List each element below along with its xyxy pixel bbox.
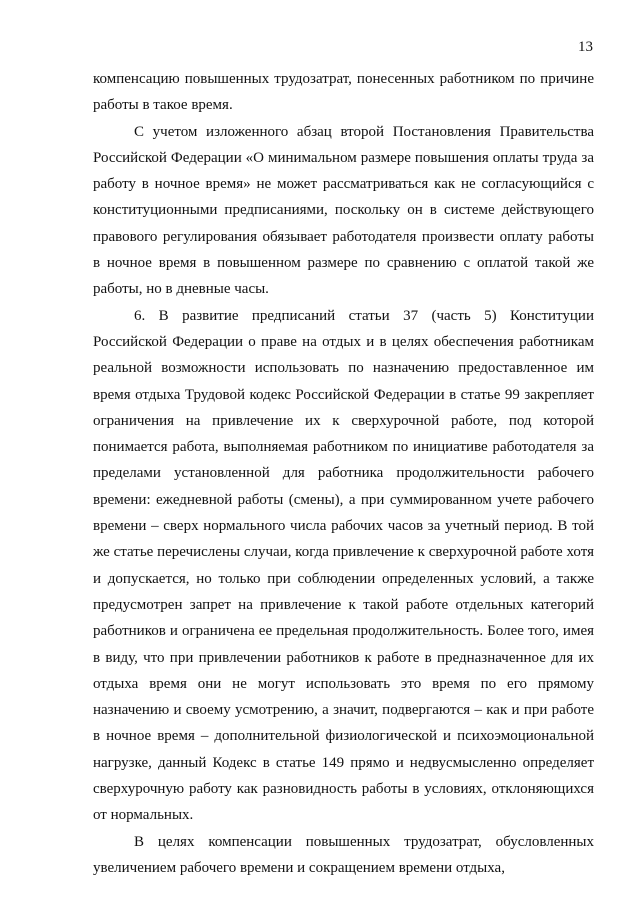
page-number: 13 xyxy=(578,39,593,55)
paragraph-point-6-overtime: 6. В развитие предписаний статьи 37 (часть 5) Конституции Российской Федерации о праве на отдых и в целях обеспечения работникам реальной возможности использовать по назначению предоставленное им время отдыха Трудовой кодекс Российской Федерации в статье 99 закрепляет ограничения на привлечение их к сверхурочной работе, под которой понимается работа, выполняемая работником по инициативе работодателя за пределами установленной для работника продолжительности рабочего времени: ежедневной работы (смены), а при суммированном учете рабочего времени – сверх нормального числа рабочих часов за учетный период. В той же статье перечислены случаи, когда привлечение к сверхурочной работе хотя и допускается, но только при соблюдении определенных условий, а также предусмотрен запрет на привлечение к такой работе отдельных категорий работников и ограничена ее предельная продолжительность. Более того, имея в виду, что при привлечении работников к работе в предназначенное для их отдыха время они не могут использовать это время по его прямому назначению и своему усмотрению, а значит, подвергаются – как и при работе в ночное время – дополнительной физиологической и психоэмоциональной нагрузке, данный Кодекс в статье 149 прямо и недвусмысленно определяет сверхурочную работу как разновидность работы в условиях, отклоняющихся от нормальных. xyxy=(93,307,594,824)
paragraph-conclusion-night-work: С учетом изложенного абзац второй Постановления Правительства Российской Федерации «О минимальном размере повышения оплаты труда за работу в ночное время» не может рассматриваться как не согласующийся с конституционными предписаниями, поскольку он в системе действующего правового регулирования обязывает работодателя произвести оплату работы в ночное время в повышенном размере по сравнению с оплатой такой же работы, но в дневные часы. xyxy=(93,123,594,298)
paragraph-continuation: компенсацию повышенных трудозатрат, понесенных работником по причине работы в такое время. xyxy=(93,71,594,114)
paragraph-compensation: В целях компенсации повышенных трудозатрат, обусловленных увеличением рабочего времени и сокращением времени отдыха, xyxy=(93,833,594,876)
document-body xyxy=(93,66,594,881)
